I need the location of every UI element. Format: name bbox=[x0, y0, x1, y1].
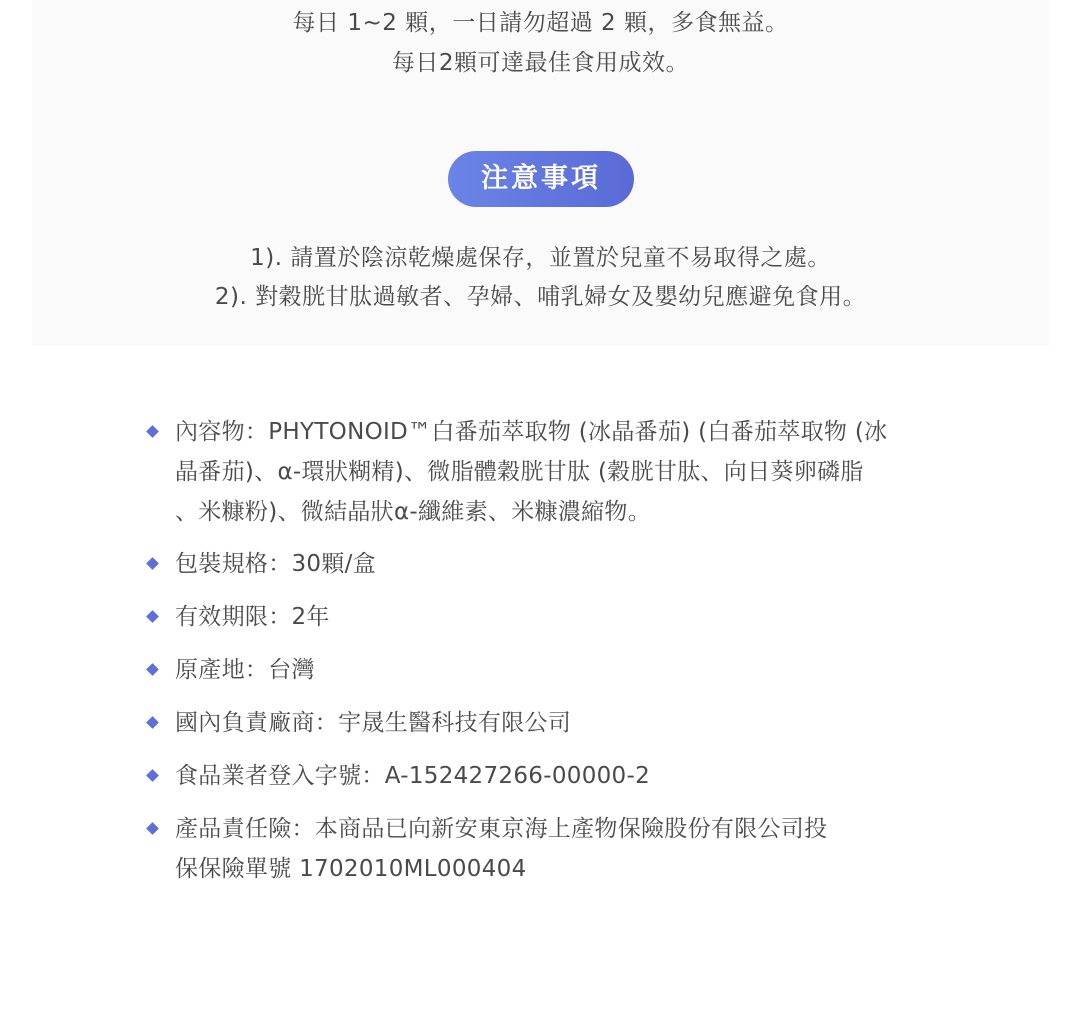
spec-insurance-line-1: 產品責任險：本商品已向新安東京海上產物保險股份有限公司投 bbox=[175, 816, 828, 842]
spec-registration: 食品業者登入字號：A-152427266-00000-2 bbox=[175, 763, 651, 789]
spec-package: 包裝規格：30顆/盒 bbox=[175, 551, 377, 577]
spec-manufacturer: 國內負責廠商：宇晟生醫科技有限公司 bbox=[175, 710, 572, 736]
notice-item-2: 2). 對穀胱甘肽過敏者、孕婦、哺乳婦女及嬰幼兒應避免食用。 bbox=[214, 284, 867, 310]
diamond-bullet-icon bbox=[146, 663, 159, 676]
diamond-bullet-icon bbox=[146, 716, 159, 729]
diamond-bullet-icon bbox=[146, 425, 159, 438]
spec-contents-line-3: 、米糠粉)、微結晶狀α-纖維素、米糠濃縮物。 bbox=[175, 499, 652, 525]
spec-contents-line-1: 內容物：PHYTONOID™白番茄萃取物 (冰晶番茄) (白番茄萃取物 (冰 bbox=[175, 419, 888, 445]
diamond-bullet-icon bbox=[146, 822, 159, 835]
spec-shelf-life: 有效期限：2年 bbox=[175, 604, 330, 630]
spec-contents-line-2: 晶番茄)、α-環狀糊精)、微脂體穀胱甘肽 (穀胱甘肽、向日葵卵磷脂 bbox=[175, 459, 864, 485]
diamond-bullet-icon bbox=[146, 557, 159, 570]
usage-line-2: 每日2顆可達最佳食用成效。 bbox=[391, 50, 690, 76]
usage-notice-panel bbox=[32, 0, 1049, 346]
spec-insurance-line-2: 保保險單號 1702010ML000404 bbox=[175, 856, 527, 882]
spec-origin: 原產地：台灣 bbox=[175, 657, 315, 683]
usage-line-1: 每日 1~2 顆，一日請勿超過 2 顆，多食無益。 bbox=[292, 10, 789, 36]
notice-title-badge: 注意事項 bbox=[448, 151, 634, 207]
notice-item-1: 1). 請置於陰涼乾燥處保存，並置於兒童不易取得之處。 bbox=[250, 245, 831, 271]
diamond-bullet-icon bbox=[146, 610, 159, 623]
diamond-bullet-icon bbox=[146, 769, 159, 782]
